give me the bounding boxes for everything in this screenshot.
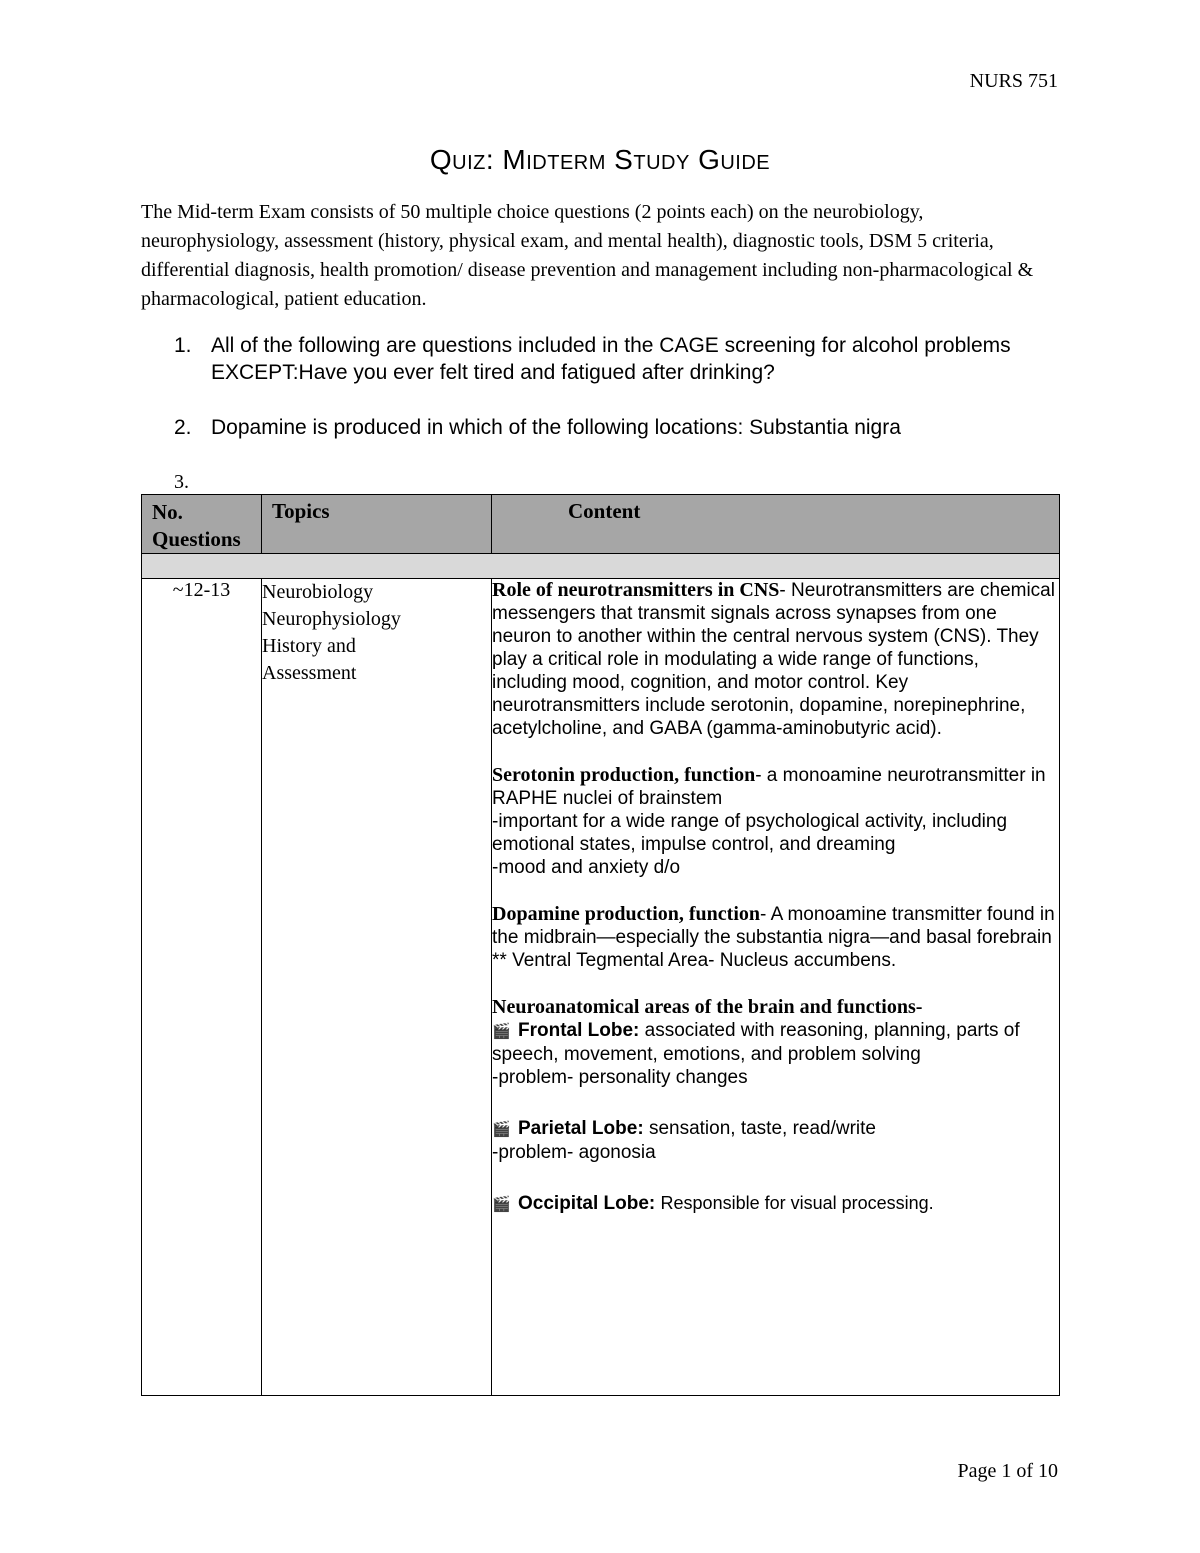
table-header-row <box>142 495 1060 554</box>
header-topics: Topics <box>262 495 492 554</box>
question-text: Dopamine is produced in which of the following locations: Substantia nigra <box>211 416 901 439</box>
question-2 <box>174 414 1034 441</box>
header-no-questions: No. Questions <box>142 495 262 554</box>
section-neurotransmitters <box>492 579 1059 740</box>
section-heading: Neuroanatomical areas of the brain and functions- <box>492 996 923 1018</box>
lobe-occipital <box>492 1192 1059 1216</box>
page-title: Quiz: Midterm Study Guide <box>429 144 771 175</box>
section-heading: Role of neurotransmitters in CNS <box>492 579 780 601</box>
topic-item: Neurobiology <box>262 581 374 603</box>
topics-cell <box>262 579 492 1396</box>
section-dopamine <box>492 903 1059 972</box>
clapperboard-icon: 🎬 <box>492 1121 511 1138</box>
section-serotonin <box>492 764 1059 879</box>
clapperboard-icon: 🎬 <box>492 1023 511 1040</box>
course-code: NURS 751 <box>969 70 1058 92</box>
section-text: - Neurotransmitters are chemical messengers that transmit signals across synapses from one neuron to another within the central nervous system (CNS). They play a critical role in modulating a wide range of functions, including mood, cognition, and motor control. Key neurotransmitters include serotonin, dopamine, norepinephrine, acetylcholine, and GABA (gamma-aminobutyric acid). <box>492 580 1055 739</box>
section-line: -important for a wide range of psychological activity, including emotional states, impulse control, and dreaming <box>492 811 1008 855</box>
question-number: 2. <box>174 416 192 439</box>
section-heading: Serotonin production, function <box>492 764 756 786</box>
topic-item: Assessment <box>262 662 357 684</box>
clapperboard-icon: 🎬 <box>492 1196 511 1213</box>
section-heading: Dopamine production, function <box>492 903 761 925</box>
topic-item: Neurophysiology <box>262 608 401 630</box>
lobe-text: associated with reasoning, planning, parts of speech, movement, emotions, and problem solving <box>492 1020 1020 1065</box>
table-spacer-row <box>142 554 1060 579</box>
section-line: ** Ventral Tegmental Area- Nucleus accumbens. <box>492 950 897 971</box>
question-text: All of the following are questions included in the CAGE screening for alcohol problems EXCEPT:Have you ever felt tired and fatigued after drinking? <box>211 334 1011 384</box>
question-1 <box>174 332 1034 386</box>
lobe-name: Occipital Lobe: <box>518 1193 656 1214</box>
content-cell <box>492 579 1060 1396</box>
question-number: 3. <box>174 471 189 493</box>
lobe-text: sensation, taste, read/write <box>648 1118 877 1139</box>
page-number: Page 1 of 10 <box>957 1460 1058 1482</box>
header-content: Content <box>492 495 1060 554</box>
lobe-text: Responsible for visual processing. <box>660 1193 934 1213</box>
intro-paragraph: The Mid-term Exam consists of 50 multiple choice questions (2 points each) on the neurobiology, neurophysiology, assessment (history, physical exam, and mental health), diagnostic tools, DSM 5 criteria, differential diagnosis, health promotion/ disease prevention and management including non-pharmacological & pharmacological, patient education. <box>141 201 1034 310</box>
section-line: -mood and anxiety d/o <box>492 857 681 878</box>
study-guide-table <box>141 494 1060 1396</box>
lobe-line: -problem- personality changes <box>492 1067 748 1088</box>
topic-item: History and <box>262 635 356 657</box>
lobe-parietal <box>492 1117 1059 1164</box>
lobe-name: Frontal Lobe: <box>518 1020 640 1041</box>
question-count: ~12-13 <box>142 579 262 1396</box>
lobe-line: -problem- agonosia <box>492 1142 656 1163</box>
section-text: - A monoamine transmitter found in the midbrain—especially the substantia nigra—and basal forebrain <box>492 904 1055 948</box>
section-text: - a monoamine neurotransmitter in RAPHE nuclei of brainstem <box>492 765 1046 809</box>
lobe-frontal <box>492 1019 1059 1089</box>
section-neuroanatomical <box>492 996 1059 1019</box>
lobe-name: Parietal Lobe: <box>518 1118 644 1139</box>
question-number: 1. <box>174 334 192 357</box>
table-row <box>142 579 1060 1396</box>
